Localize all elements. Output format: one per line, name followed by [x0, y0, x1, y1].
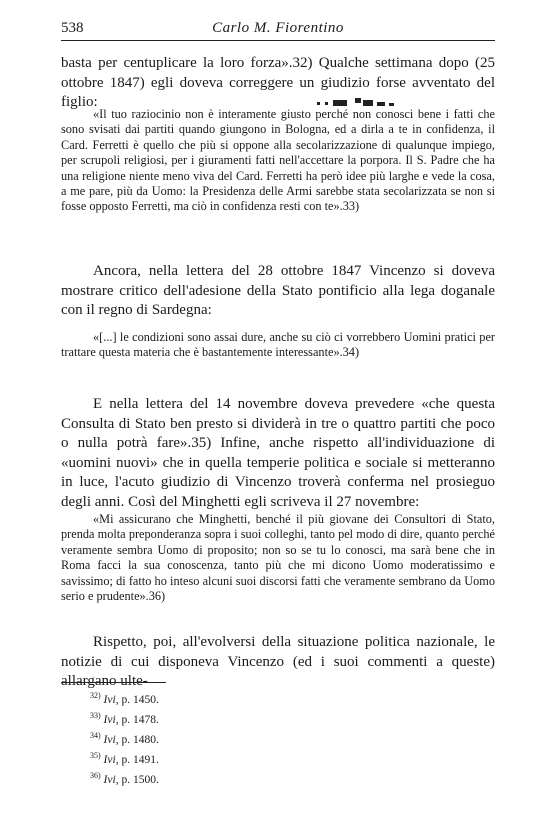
paragraph-1: basta per centuplicare la loro forza».32) Qualche settimana dopo (25 ottobre 1847) egli doveva correggere un giudizio forse avventato del figlio: [61, 55, 495, 110]
footnote-item: $^{34)}$ Ivi, p. 1480. [90, 731, 159, 746]
paragraph-3: E nella lettera del 14 novembre doveva prevedere «che questa Consulta di Stato ben presto si dividerà in tre o quattro partiti che poco o nulla potrà fare».35) Infine, anche rispetto all'individuazione di «uomini nuovi» che in quella temperie politica e sociale si metteranno in luce, l'acuto giudizio di Vincenzo troverà conferma nel prosieguo degli anni. Così del Minghetti egli scriveva il 27 novembre: [61, 396, 495, 510]
running-title: Carlo M. Fiorentino [212, 20, 344, 36]
footnote-item: $^{32)}$ Ivi, p. 1450. [90, 691, 159, 706]
footnote-item: $^{33)}$ Ivi, p. 1478. [90, 711, 159, 726]
quote-3: «Mi assicurano che Minghetti, benché il più giovane dei Consultori di Stato, prenda molta preponderanza sopra i suoi colleghi, tanto pel modo di dire, quanto perché veramente sembra Uomo di proposito; non so se tu lo conosci, ma sarà bene che in Roma facci la sua conoscenza, tanto più che mi dicono Uomo moderatissimo e savissimo; di fatto ho inteso alcuni suoi discorsi fatti che veramente sembrano da Uomo serio e prudente».36) [61, 512, 495, 604]
quote-2: «[...] le condizioni sono assai dure, anche su ciò ci vorrebbero Uomini pratici per trattare questa materia che è bastantemente interessante».34) [61, 330, 495, 360]
footnote-rule [61, 682, 166, 683]
footnote-item: $^{36)}$ Ivi, p. 1500. [90, 771, 159, 786]
quote-1: «Il tuo raziocinio non è interamente giusto perché non conosci bene i fatti che sono svisati dai partiti quando giungono in Bologna, ed a dirla a te in confidenza, il Card. Ferretti è quello che più si oppone alla secolarizzazione di qualunque impiego, per scrupoli religiosi, per i giuramenti fatti nell'accettare la porpora. Il S. Padre che ha una religione niente meno viva del Card. Ferretti ha però idee più larghe e vede la cosa, a me pare, più da Uomo: la Presidenza delle Armi sarebbe stata secolarizzata se non si fosse opposto Ferretti, ma ciò in confidenza resti con te».33) [61, 107, 495, 214]
paragraph-2: Ancora, nella lettera del 28 ottobre 1847 Vincenzo si doveva mostrare critico dell'adesione della Stato pontificio alla lega doganale con il regno di Sardegna: [61, 263, 495, 318]
paragraph-4: Rispetto, poi, all'evolversi della situazione politica nazionale, le notizie di cui disponeva Vincenzo (ed i suoi commenti a queste) allargano ulte- [61, 634, 495, 689]
footnotes [90, 690, 390, 790]
page-header [61, 20, 495, 41]
footnote-item: $^{35)}$ Ivi, p. 1491. [90, 751, 159, 766]
page-number: 538 [61, 20, 84, 36]
